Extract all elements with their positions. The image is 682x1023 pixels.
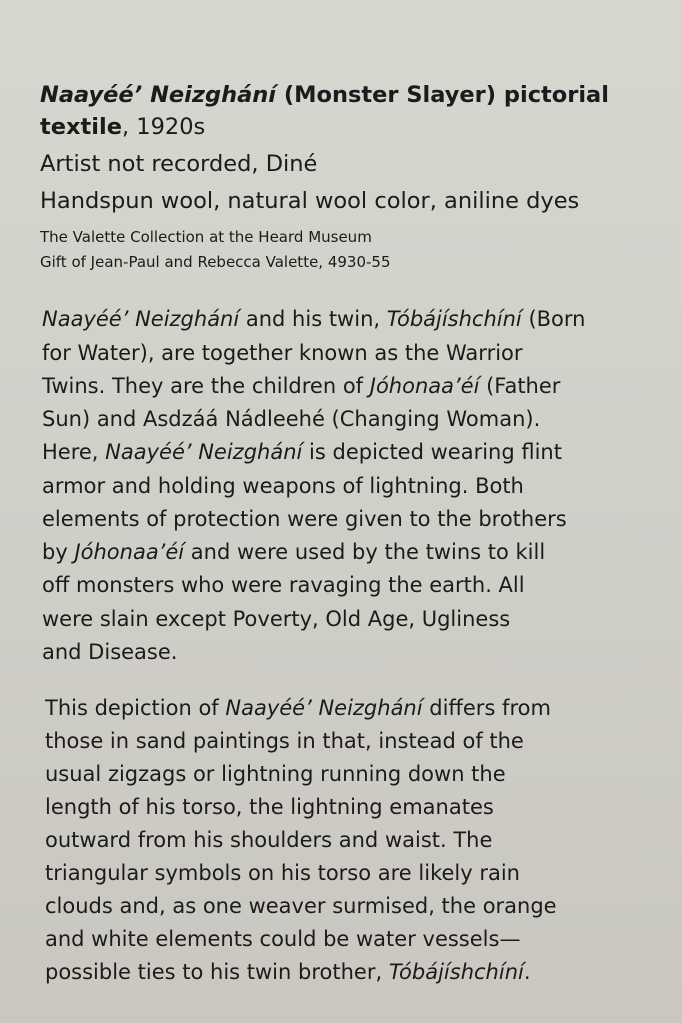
p1-line-7: elements of protection were given to the brothers	[42, 507, 567, 531]
p1-text: Here,	[42, 440, 106, 464]
p2-line-7: clouds and, as one weaver surmised, the orange	[45, 894, 557, 918]
p2-line-5: outward from his shoulders and waist. The	[45, 828, 493, 852]
p2-name-1: Naayéé’ Neizghání	[225, 696, 423, 720]
p1-text: is depicted wearing flint	[302, 440, 562, 464]
p2-text: possible ties to his twin brother,	[45, 960, 389, 984]
title-italic-name: Naayéé’ Neizghání	[40, 82, 277, 108]
p2-text: This depiction of	[45, 696, 226, 720]
p1-line-8	[42, 540, 545, 564]
title-object-type: textile	[40, 114, 122, 140]
title-line-2	[40, 114, 205, 140]
p2-name-2: Tóbájíshchíní	[388, 960, 524, 984]
p1-line-5	[42, 440, 562, 464]
p2-line-6: triangular symbols on his torso are likely rain	[45, 861, 520, 885]
p1-line-10: were slain except Poverty, Old Age, Ugliness	[42, 607, 511, 631]
p1-name-2: Tóbájíshchíní	[386, 307, 522, 331]
p1-name-3: Jóhonaa’éí	[369, 374, 480, 398]
p1-name-1: Naayéé’ Neizghání	[42, 307, 240, 331]
p2-line-1	[45, 696, 551, 720]
p1-text: and were used by the twins to kill	[184, 540, 546, 564]
p1-line-9: off monsters who were ravaging the earth. All	[42, 573, 525, 597]
p2-line-3: usual zigzags or lightning running down the	[45, 762, 506, 786]
p1-text: by	[42, 540, 75, 564]
credit-line-2: Gift of Jean-Paul and Rebecca Valette, 4930-55	[40, 253, 391, 271]
p1-text: (Born	[521, 307, 586, 331]
title-date: , 1920s	[121, 114, 206, 140]
p1-text: (Father	[479, 374, 561, 398]
p1-line-3	[42, 374, 560, 398]
p1-line-2: for Water), are together known as the Warrior	[42, 341, 523, 365]
p2-text: differs from	[422, 696, 551, 720]
p1-line-1	[42, 307, 585, 331]
p2-text: .	[523, 960, 531, 984]
title-line-1	[40, 82, 609, 108]
title-rest: (Monster Slayer) pictorial	[276, 82, 609, 108]
p2-line-8: and white elements could be water vessels—	[45, 927, 521, 951]
medium-line: Handspun wool, natural wool color, aniline dyes	[40, 188, 580, 214]
p1-name-5: Jóhonaa’éí	[74, 540, 185, 564]
p1-name-4: Naayéé’ Neizghání	[105, 440, 303, 464]
p1-text: and his twin,	[239, 307, 387, 331]
p1-line-4: Sun) and Asdzáá Nádleehé (Changing Woman).	[42, 407, 541, 431]
p1-line-6: armor and holding weapons of lightning. Both	[42, 474, 524, 498]
credit-line-1: The Valette Collection at the Heard Museum	[40, 228, 372, 246]
p2-line-9	[45, 960, 531, 984]
p2-line-2: those in sand paintings in that, instead of the	[45, 729, 524, 753]
p1-line-11: and Disease.	[42, 640, 178, 664]
artist-line: Artist not recorded, Diné	[40, 151, 318, 177]
p1-text: Twins. They are the children of	[42, 374, 370, 398]
p2-line-4: length of his torso, the lightning emanates	[45, 795, 494, 819]
